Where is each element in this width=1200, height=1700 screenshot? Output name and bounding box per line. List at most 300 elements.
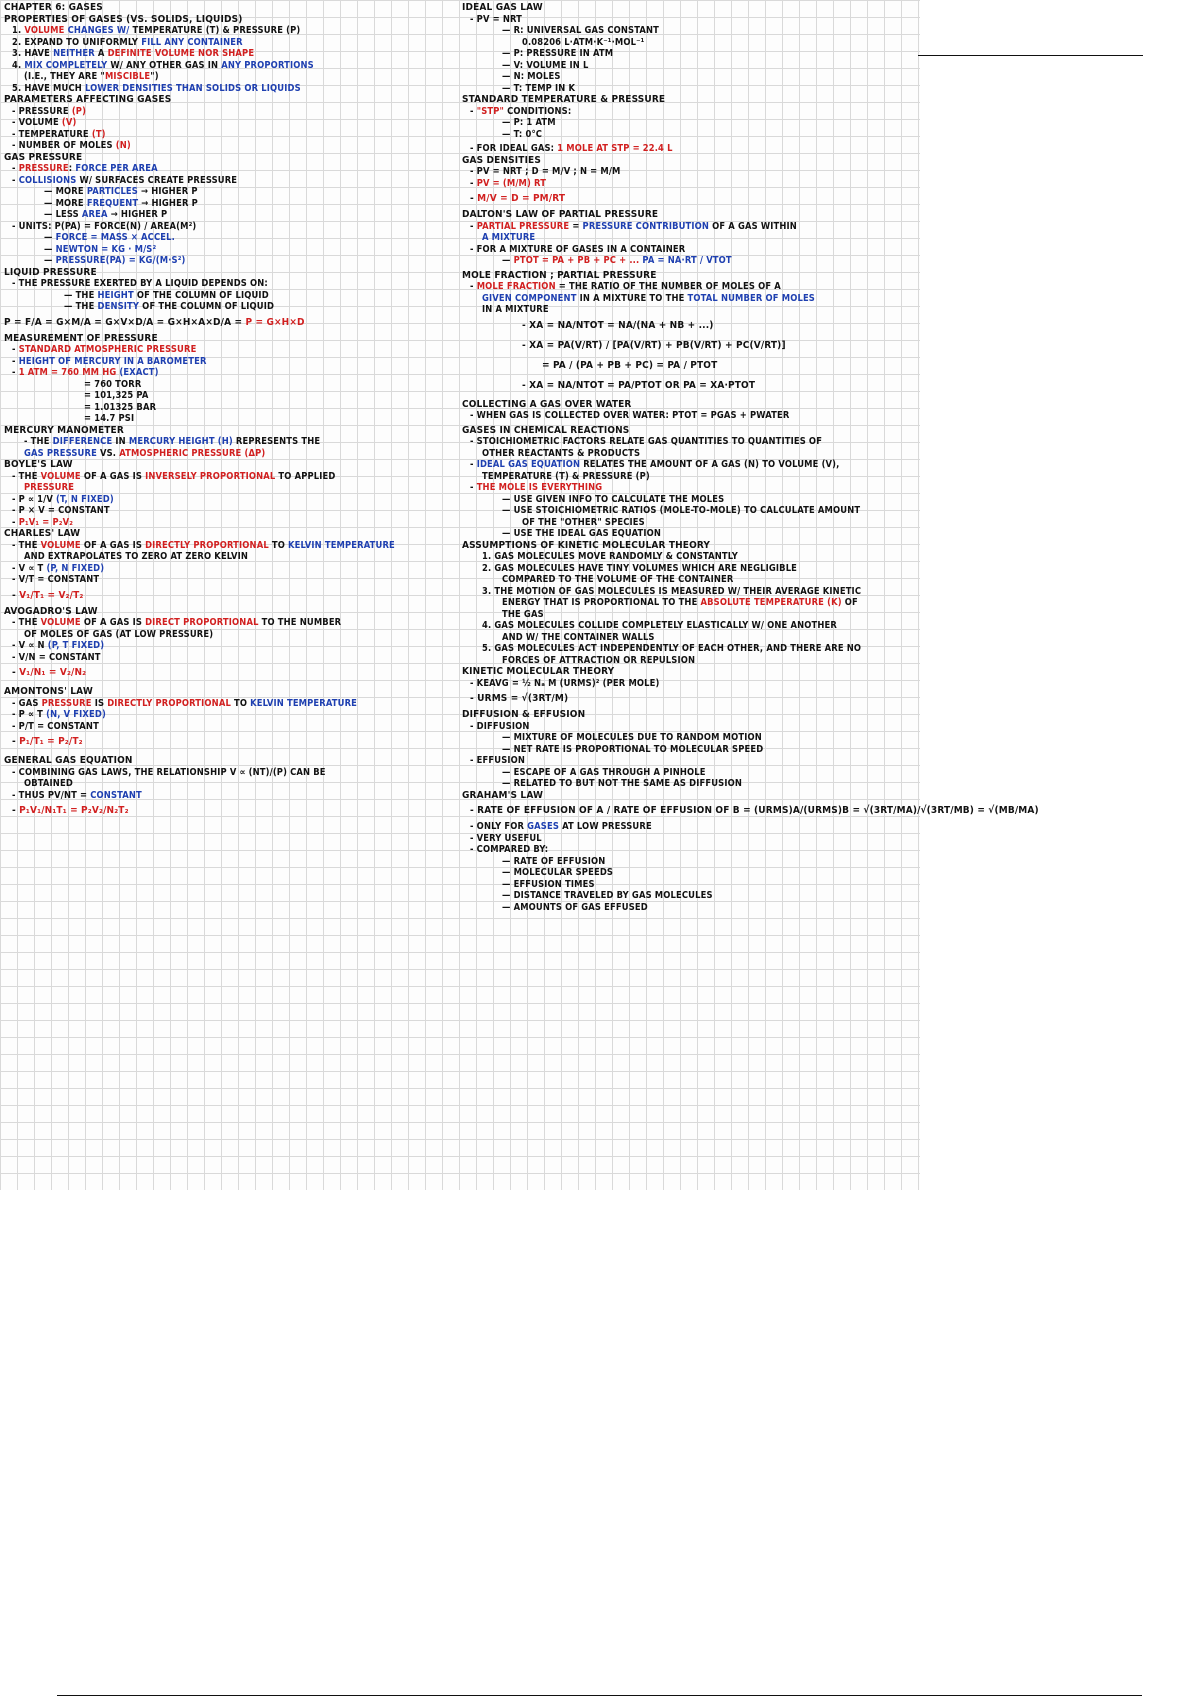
note-text: - XA = NA/NTOT = PA/PTOT OR PA = XA·PTOT <box>522 379 756 391</box>
note-text: (P, N FIXED) <box>46 562 105 574</box>
note-text: = <box>569 220 583 232</box>
note-line <box>462 83 917 95</box>
note-text: - P/T = CONSTANT <box>12 720 99 732</box>
note-line <box>4 505 454 517</box>
note-line <box>462 459 917 471</box>
note-text: — THE <box>64 289 98 301</box>
section-heading <box>4 267 454 279</box>
note-text: - THE <box>12 617 41 628</box>
note-text: - <box>12 163 19 174</box>
note-line <box>462 574 917 586</box>
note-text: TEMPERATURE (T) & PRESSURE (P) <box>482 470 650 482</box>
note-text: - <box>12 367 19 378</box>
note-line <box>462 528 917 540</box>
note-text: FORCE = MASS × ACCEL. <box>55 232 175 243</box>
note-text: W/ ANY OTHER GAS IN <box>107 59 222 71</box>
note-line <box>4 209 454 221</box>
note-line <box>462 117 917 129</box>
section-heading <box>4 333 454 345</box>
note-text: IN A MIXTURE <box>482 304 549 315</box>
note-text: OF A GAS IS <box>80 470 146 482</box>
note-line <box>462 678 917 690</box>
note-text: - NUMBER OF MOLES <box>12 140 116 151</box>
note-line <box>462 821 917 833</box>
note-text: TOTAL NUMBER OF MOLES <box>687 292 815 304</box>
note-text: DIFFUSION & EFFUSION <box>462 709 586 720</box>
note-line <box>462 71 917 83</box>
note-text: OBTAINED <box>24 778 73 789</box>
note-line <box>4 732 454 752</box>
note-text: — <box>44 232 56 243</box>
note-text: - FOR IDEAL GAS: <box>470 143 558 154</box>
note-text: TO APPLIED <box>275 470 336 482</box>
note-line <box>462 620 917 632</box>
note-line <box>4 344 454 356</box>
note-line <box>462 902 917 914</box>
note-text: — R: UNIVERSAL GAS CONSTANT <box>502 25 659 36</box>
note-line <box>462 732 917 744</box>
note-text: (T, N FIXED) <box>56 493 114 505</box>
note-text: CONSTANT <box>90 789 142 801</box>
note-text: - V/N = CONSTANT <box>12 651 101 663</box>
section-heading <box>4 606 454 618</box>
note-line <box>462 232 917 244</box>
note-text: LOWER DENSITIES <box>84 82 173 94</box>
note-line <box>462 586 917 598</box>
note-text: — EFFUSION TIMES <box>502 878 595 890</box>
note-text: DIFFERENCE <box>52 436 113 447</box>
note-line <box>4 801 454 821</box>
note-text: MERCURY MANOMETER <box>4 424 124 436</box>
note-text: — MORE <box>44 186 87 197</box>
note-line <box>462 494 917 506</box>
note-text: CHARLES' LAW <box>4 528 81 539</box>
note-text: M/V = D = PM/RT <box>477 193 566 204</box>
note-line <box>4 767 454 779</box>
note-line <box>462 609 917 621</box>
note-text: - URMS = √(3RT/M) <box>470 693 569 704</box>
note-text: IDEAL GAS LAW <box>462 2 543 13</box>
note-line <box>4 652 454 664</box>
note-text: P₁V₁ = P₂V₂ <box>18 516 74 528</box>
note-line <box>462 655 917 667</box>
note-text: = THE RATIO OF THE NUMBER OF MOLES OF A <box>555 281 781 292</box>
note-line <box>462 221 917 233</box>
note-text: HEIGHT <box>97 289 134 301</box>
note-line <box>462 721 917 733</box>
note-text: COLLISIONS <box>18 174 77 186</box>
note-text: PRESSURE <box>24 482 75 493</box>
note-line <box>4 106 454 118</box>
note-line <box>462 25 917 37</box>
note-line <box>4 790 454 802</box>
section-heading <box>4 686 454 698</box>
note-line <box>462 867 917 879</box>
note-line <box>462 244 917 256</box>
section-heading <box>462 399 917 411</box>
note-text: TO <box>268 539 289 551</box>
note-text: OF A GAS IS <box>80 617 146 628</box>
note-text: — AMOUNTS OF GAS EFFUSED <box>502 901 648 913</box>
note-text: - UNITS: P(PA) = FORCE(N) / AREA(M²) <box>12 220 197 232</box>
note-text: PARTIAL PRESSURE <box>476 220 570 232</box>
note-text: 2. GAS MOLECULES HAVE TINY VOLUMES WHICH ARE NEGLIGIBLE <box>482 562 798 574</box>
note-text: - <box>470 281 477 292</box>
section-heading <box>4 152 454 164</box>
note-text: - <box>470 220 477 232</box>
note-text: AND EXTRAPOLATES TO ZERO AT ZERO KELVIN <box>24 551 249 562</box>
note-text: OF <box>841 597 858 608</box>
note-line <box>462 14 917 26</box>
note-text: MISCIBLE <box>104 71 151 82</box>
note-text: (I.E., THEY ARE " <box>24 71 105 82</box>
note-line <box>4 698 454 710</box>
note-text: IDEAL GAS EQUATION <box>476 459 581 470</box>
note-text: = PA / (PA + PB + PC) = PA / PTOT <box>542 359 718 371</box>
note-text: - PV = NRT <box>470 13 523 25</box>
note-line <box>462 410 917 422</box>
note-text: TEMPERATURE (T) & PRESSURE (P) <box>132 25 301 36</box>
note-text: - WHEN GAS IS COLLECTED OVER WATER: PTOT = PGAS + PWATER <box>470 410 790 421</box>
note-text: PA = NA·RT / VTOT <box>642 255 732 266</box>
note-line <box>4 25 454 37</box>
note-text: - V/T = CONSTANT <box>12 574 100 585</box>
note-line <box>4 663 454 683</box>
note-text: 2. EXPAND TO UNIFORMLY <box>12 36 142 48</box>
note-text: "STP" <box>476 105 505 117</box>
note-text: PTOT = PA + PB + PC + ... <box>513 255 640 266</box>
note-line <box>4 163 454 175</box>
note-line <box>4 129 454 141</box>
note-text: : <box>68 163 76 174</box>
note-line <box>462 316 917 336</box>
note-text: THE GAS <box>502 608 544 620</box>
note-line <box>462 376 917 396</box>
note-line <box>462 632 917 644</box>
note-line <box>462 597 917 609</box>
note-text: GAS DENSITIES <box>462 154 541 166</box>
note-text: VOLUME <box>40 617 81 628</box>
note-text: NEITHER <box>53 48 95 59</box>
note-text: - <box>12 589 20 601</box>
note-text: — MORE <box>44 197 87 209</box>
note-text: — P: 1 ATM <box>502 117 556 128</box>
note-text: - GAS <box>12 697 42 709</box>
note-text: - THE PRESSURE EXERTED BY A LIQUID DEPENDS ON: <box>12 278 268 289</box>
note-line <box>4 278 454 290</box>
footer-rule <box>57 1695 1142 1696</box>
note-text: 5. GAS MOLECULES ACT INDEPENDENTLY OF EACH OTHER, AND THERE ARE NO <box>482 643 862 654</box>
section-heading <box>4 459 454 471</box>
section-heading <box>4 425 454 437</box>
note-text: — T: 0°C <box>502 128 543 140</box>
note-text: - FOR A MIXTURE OF GASES IN A CONTAINER <box>470 243 686 255</box>
note-text: DENSITY <box>97 301 140 312</box>
note-text: 1 ATM = 760 MM HG <box>18 367 117 378</box>
note-line <box>4 721 454 733</box>
note-line <box>4 436 454 448</box>
note-line <box>4 367 454 379</box>
note-text: - EFFUSION <box>470 755 526 766</box>
note-text: - P ∝ T <box>12 709 47 720</box>
note-text: LIQUID PRESSURE <box>4 266 97 278</box>
note-text: PRESSURE <box>41 697 92 709</box>
note-line <box>4 198 454 210</box>
note-line <box>4 290 454 302</box>
note-text: ABSOLUTE TEMPERATURE (K) <box>700 597 842 608</box>
note-line <box>462 563 917 575</box>
note-text: (N, V FIXED) <box>46 709 106 720</box>
note-text: - XA = NA/NTOT = NA/(NA + NB + ...) <box>522 319 714 331</box>
note-text: — LESS <box>44 209 82 220</box>
note-text: - V ∝ N <box>12 640 48 651</box>
note-line <box>462 890 917 902</box>
note-text: — ESCAPE OF A GAS THROUGH A PINHOLE <box>502 766 706 778</box>
note-line <box>462 178 917 190</box>
note-line <box>4 540 454 552</box>
note-text: IS <box>91 697 108 709</box>
note-text: → HIGHER P <box>138 197 198 209</box>
note-text: (V) <box>61 117 77 128</box>
note-text: MOLE FRACTION <box>476 281 556 292</box>
note-line <box>462 689 917 709</box>
section-heading <box>4 528 454 540</box>
note-text: AMONTONS' LAW <box>4 686 93 697</box>
note-text: INVERSELY PROPORTIONAL <box>145 470 276 482</box>
note-text: - V ∝ T <box>12 562 47 574</box>
note-line <box>462 833 917 845</box>
section-heading <box>462 94 917 106</box>
note-text: STANDARD TEMPERATURE & PRESSURE <box>462 94 666 105</box>
note-text: HEIGHT OF MERCURY IN A BAROMETER <box>18 355 207 367</box>
note-text: OF THE "OTHER" SPECIES <box>522 516 645 528</box>
note-text: DIRECTLY PROPORTIONAL <box>145 539 269 551</box>
note-line <box>4 232 454 244</box>
note-text: AND W/ THE CONTAINER WALLS <box>502 631 655 643</box>
note-text: CONDITIONS: <box>504 105 572 117</box>
note-text: THAN SOLIDS OR LIQUIDS <box>172 82 301 94</box>
note-text: — USE STOICHIOMETRIC RATIOS (MOLE-TO-MOLE) TO CALCULATE AMOUNT <box>502 505 861 516</box>
note-text: P = G×H×D <box>245 316 305 328</box>
note-text: ") <box>150 71 159 82</box>
note-text: - <box>12 736 20 747</box>
note-text: BOYLE'S LAW <box>4 459 73 470</box>
note-text: — NET RATE IS PROPORTIONAL TO MOLECULAR SPEED <box>502 743 764 755</box>
note-line <box>462 448 917 460</box>
note-line <box>4 413 454 425</box>
note-text: - <box>12 174 19 186</box>
note-line <box>462 505 917 517</box>
note-text: ANY PROPORTIONS <box>221 59 314 71</box>
note-text: VOLUME <box>24 25 65 36</box>
notes-column-right <box>462 2 1039 913</box>
note-line <box>4 778 454 790</box>
note-line <box>4 175 454 187</box>
note-text: PROPERTIES OF GASES (VS. SOLIDS, LIQUIDS) <box>4 13 243 25</box>
note-line <box>462 48 917 60</box>
note-line <box>4 448 454 460</box>
note-text: - PV = NRT ; D = M/V ; N = M/M <box>470 166 621 177</box>
note-line <box>462 129 917 141</box>
note-text: DIRECTLY PROPORTIONAL <box>107 697 231 709</box>
note-text: 3. HAVE <box>12 48 54 59</box>
note-text: P₁/T₁ = P₂/T₂ <box>19 736 83 747</box>
note-text: — MOLECULAR SPEEDS <box>502 867 614 878</box>
note-text: - THUS PV/NT = <box>12 789 91 801</box>
note-line <box>462 60 917 72</box>
note-line <box>4 244 454 256</box>
note-line <box>4 221 454 233</box>
note-text: - XA = PA(V/RT) / [PA(V/RT) + PB(V/RT) + PC(V/RT)] <box>522 339 786 351</box>
note-text: (P, T FIXED) <box>47 640 105 651</box>
note-text: VOLUME <box>40 470 81 482</box>
note-line <box>462 844 917 856</box>
section-heading <box>4 94 454 106</box>
note-line <box>4 60 454 72</box>
note-line <box>462 643 917 655</box>
note-text: - PRESSURE <box>12 105 72 117</box>
note-text: DIRECT PROPORTIONAL <box>145 617 259 628</box>
note-text: ENERGY THAT IS PROPORTIONAL TO THE <box>502 597 701 608</box>
note-text: GRAHAM'S LAW <box>462 789 544 801</box>
note-text: - <box>470 193 478 204</box>
note-line <box>4 586 454 606</box>
section-heading <box>4 755 454 767</box>
note-line <box>4 83 454 95</box>
note-text: — <box>44 255 56 266</box>
note-line <box>462 801 1039 821</box>
note-text: - VERY USEFUL <box>470 832 542 844</box>
note-text: = 14.7 PSI <box>84 413 135 424</box>
note-text: TO <box>230 697 251 709</box>
note-text: CHAPTER 6: GASES <box>4 2 103 13</box>
note-line <box>462 551 917 563</box>
note-line <box>462 879 917 891</box>
note-text: FILL ANY CONTAINER <box>141 36 243 48</box>
note-line <box>4 140 454 152</box>
note-text: - COMBINING GAS LAWS, THE RELATIONSHIP V ∝ (NT)/(P) CAN BE <box>12 766 326 778</box>
note-text: MIX COMPLETELY <box>24 59 108 71</box>
note-text: GIVEN COMPONENT <box>482 292 577 304</box>
note-text: → HIGHER P <box>107 209 168 220</box>
note-text: THE MOLE IS EVERYTHING <box>476 482 603 493</box>
note-line <box>4 574 454 586</box>
note-text: GAS PRESSURE <box>4 151 83 163</box>
note-text: (EXACT) <box>116 367 159 378</box>
note-line <box>462 778 917 790</box>
note-text: ATMOSPHERIC PRESSURE (ΔP) <box>119 447 266 459</box>
note-line <box>462 106 917 118</box>
note-text: GENERAL GAS EQUATION <box>4 755 133 766</box>
note-line <box>4 301 454 313</box>
note-text: STANDARD ATMOSPHERIC PRESSURE <box>18 344 197 355</box>
note-text: - DIFFUSION <box>470 720 530 732</box>
note-line <box>462 767 917 779</box>
note-text: = 101,325 PA <box>84 390 149 401</box>
note-text: GAS PRESSURE <box>24 447 97 459</box>
note-text: - ONLY FOR <box>470 821 528 832</box>
note-text: PRESSURE <box>18 163 69 174</box>
section-heading <box>462 709 917 721</box>
note-text: 1 MOLE AT STP = 22.4 L <box>557 143 673 154</box>
note-line <box>4 71 454 83</box>
note-line <box>462 482 917 494</box>
note-text: 1. <box>12 25 25 36</box>
section-heading <box>4 2 454 14</box>
margin-rule-top <box>918 55 1143 56</box>
note-text: PRESSURE CONTRIBUTION <box>582 220 710 232</box>
note-text: IN A MIXTURE TO THE <box>576 292 688 304</box>
note-line <box>4 617 454 629</box>
note-text: — DISTANCE TRAVELED BY GAS MOLECULES <box>502 890 713 901</box>
note-text: GASES IN CHEMICAL REACTIONS <box>462 424 630 436</box>
note-text: — <box>44 243 56 255</box>
note-text: KELVIN TEMPERATURE <box>250 697 358 709</box>
note-text: ASSUMPTIONS OF KINETIC MOLECULAR THEORY <box>462 539 711 551</box>
note-text: IN <box>112 436 129 447</box>
note-text: - STOICHIOMETRIC FACTORS RELATE GAS QUANTITIES TO QUANTITIES OF <box>470 436 823 447</box>
note-line <box>4 517 454 529</box>
note-text: MEASUREMENT OF PRESSURE <box>4 332 158 344</box>
note-text: — T: TEMP IN K <box>502 82 576 94</box>
note-text: REPRESENTS THE <box>232 436 321 447</box>
note-text: W/ SURFACES CREATE PRESSURE <box>76 174 238 186</box>
note-text: 5. HAVE MUCH <box>12 82 85 94</box>
note-line <box>4 37 454 49</box>
note-line <box>462 436 917 448</box>
note-text: - P × V = CONSTANT <box>12 505 110 516</box>
note-text: OTHER REACTANTS & PRODUCTS <box>482 447 641 459</box>
note-text: OF A GAS IS <box>80 539 146 551</box>
section-heading <box>462 790 917 802</box>
note-text: — MIXTURE OF MOLECULES DUE TO RANDOM MOTION <box>502 732 762 743</box>
note-line <box>462 304 917 316</box>
note-text: MOLE FRACTION ; PARTIAL PRESSURE <box>462 269 657 281</box>
note-line <box>462 517 917 529</box>
note-text: 3. THE MOTION OF GAS MOLECULES IS MEASURED W/ THEIR AVERAGE KINETIC <box>482 585 862 597</box>
note-line <box>4 356 454 368</box>
note-line <box>4 482 454 494</box>
note-text: NEWTON = KG · M/S² <box>55 243 157 255</box>
note-text: - KEAVG = ½ Nₐ M (URMS)² (PER MOLE) <box>470 677 660 689</box>
note-text: AREA <box>81 209 108 220</box>
note-text: OF THE COLUMN OF LIQUID <box>139 301 275 312</box>
note-text: GASES <box>527 821 560 832</box>
note-text: VS. <box>96 447 120 459</box>
note-text: - <box>12 805 20 816</box>
section-heading <box>462 155 917 167</box>
note-text: MERCURY HEIGHT (H) <box>128 436 233 447</box>
note-text: 0.08206 L·ATM·K⁻¹·MOL⁻¹ <box>522 36 645 48</box>
note-line <box>462 744 917 756</box>
note-line <box>462 255 917 267</box>
note-text: - THE <box>24 436 53 447</box>
note-line <box>462 143 917 155</box>
note-text: FORCE PER AREA <box>75 163 158 174</box>
note-line <box>462 356 917 376</box>
notes-column-left <box>4 2 454 821</box>
note-text: 1. GAS MOLECULES MOVE RANDOMLY & CONSTANTLY <box>482 551 739 562</box>
note-text: OF A GAS WITHIN <box>709 220 797 232</box>
note-text: - <box>470 459 477 470</box>
note-text: RELATES THE AMOUNT OF A GAS (N) TO VOLUME (V), <box>580 459 840 470</box>
note-line <box>4 379 454 391</box>
note-line <box>462 471 917 483</box>
note-line <box>4 48 454 60</box>
note-line <box>4 629 454 641</box>
note-text: - <box>470 105 477 117</box>
section-heading <box>462 209 917 221</box>
